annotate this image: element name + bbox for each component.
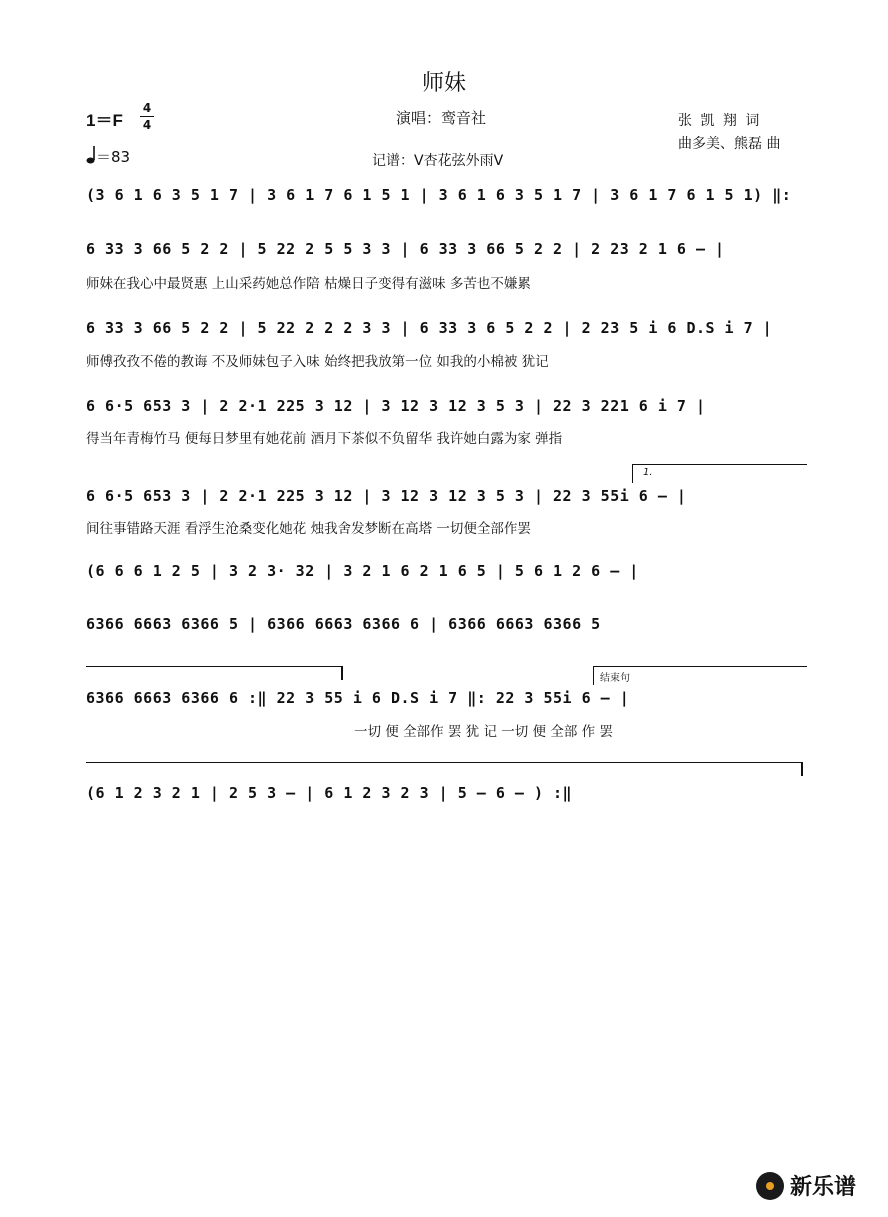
tempo-marking [86,146,130,167]
quarter-note-icon [86,146,96,164]
lyrics-row-4: 得当年青梅竹马 便每日梦里有她花前 酒月下茶似不负留华 我许她白露为家 弹指 [86,431,563,447]
site-logo [756,1170,882,1206]
lyrics-row-5: 间往事错路天涯 看浮生沧桑变化她花 烛我舍发梦断在高塔 一切便全部作罢 [86,521,531,537]
composer-credit: 曲多美、熊磊 曲 [678,136,781,152]
first-ending-label: 1. [643,467,653,478]
notation-row-4: 6 6·5 653 3 | 2 2·1 225 3 12 | 3 12 3 12 3 5 3 | 22 3 221 6 i 7 | [86,397,706,415]
notation-row-5: 6 6·5 653 3 | 2 2·1 225 3 12 | 3 12 3 12 3 5 3 | 22 3 55i 6 – | [86,487,687,505]
time-signature [140,101,154,132]
lyrics-row-2: 师妹在我心中最贤惠 上山采药她总作陪 枯燥日子变得有滋味 多苦也不嫌累 [86,276,531,292]
lyrics-row-8: 一切 便 全部作 罢 犹 记 一切 便 全部 作 罢 [354,724,613,740]
lyrics-row-3: 师傅孜孜不倦的教诲 不及师妹包子入味 始终把我放第一位 如我的小棉被 犹记 [86,354,549,370]
notation-row-3: 6 33 3 66 5 2 2 | 5 22 2 2 2 3 3 | 6 33 3 6 5 2 2 | 2 23 5 i 6 D.S i 7 | [86,319,773,337]
ending-label: 结束句 [600,673,630,684]
record-disc-icon [756,1172,784,1200]
first-ending-bracket [632,464,807,483]
repeat-span-end [341,666,343,680]
time-signature-top: 4 [142,101,152,115]
logo-text: 新乐谱 [790,1175,857,1200]
notation-row-7: 6366 6663 6366 5 | 6366 6663 6366 6 | 6366 6663 6366 5 [86,615,601,633]
key-signature: 1＝F [86,111,123,130]
repeat-span-line [86,666,342,667]
singer-credit: 演唱：鸾音社 [396,109,487,127]
notation-row-8: 6366 6663 6366 6 :‖ 22 3 55 i 6 D.S i 7 ‖: 22 3 55i 6 – | [86,689,630,707]
transcriber-credit: 记谱：V杏花弦外雨V [372,153,504,169]
lyricist-credit: 张 凯 翔 词 [678,113,762,129]
song-title: 师妹 [421,71,466,96]
notation-row-6: (6 6 6 1 2 5 | 3 2 3· 32 | 3 2 1 6 2 1 6 5 | 5 6 1 2 6 – | [86,562,639,580]
outro-span-end [801,762,803,776]
notation-row-9: (6 1 2 3 2 1 | 2 5 3 – | 6 1 2 3 2 3 | 5 – 6 – ) :‖ [86,784,573,802]
notation-row-1: (3 6 1 6 3 5 1 7 | 3 6 1 7 6 1 5 1 | 3 6 1 6 3 5 1 7 | 3 6 1 7 6 1 5 1) ‖: [86,186,792,204]
notation-row-2: 6 33 3 66 5 2 2 | 5 22 2 5 5 3 3 | 6 33 3 66 5 2 2 | 2 23 2 1 6 – | [86,240,725,258]
ending-bracket [593,666,807,685]
tempo-value: ＝83 [96,148,131,166]
time-signature-bottom: 4 [142,118,152,132]
outro-span-line [86,762,802,763]
